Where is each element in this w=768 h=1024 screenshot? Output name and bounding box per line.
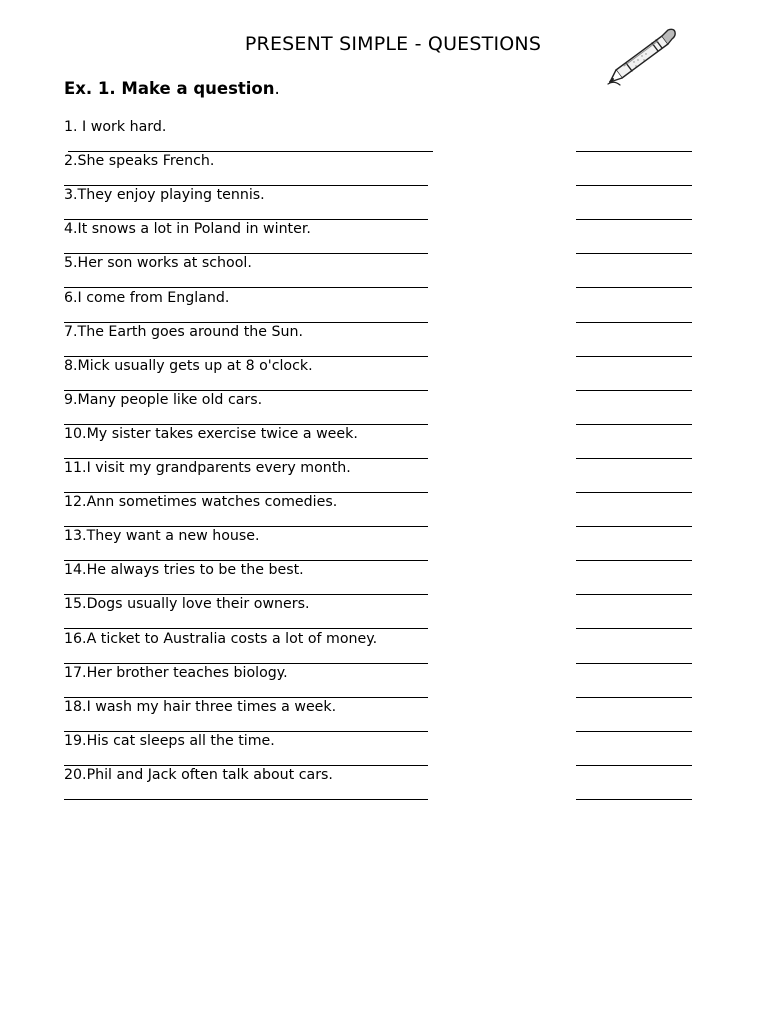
question-sentence: 16.A ticket to Australia costs a lot of money.: [64, 630, 378, 647]
question-sentence: 2.She speaks French.: [64, 153, 215, 170]
question-sentence: 15.Dogs usually love their owners.: [64, 596, 310, 613]
short-answer-line[interactable]: [576, 765, 692, 766]
short-answer-line[interactable]: [576, 219, 692, 220]
question-sentence: 9.Many people like old cars.: [64, 391, 263, 408]
short-answer-line[interactable]: [576, 663, 692, 664]
short-answer-line[interactable]: [576, 151, 692, 152]
answer-line[interactable]: [64, 492, 428, 493]
answer-line[interactable]: [64, 253, 428, 254]
question-sentence: 14.He always tries to be the best.: [64, 562, 304, 579]
answer-line[interactable]: [64, 765, 428, 766]
short-answer-line[interactable]: [576, 390, 692, 391]
short-answer-line[interactable]: [576, 356, 692, 357]
short-answer-line[interactable]: [576, 560, 692, 561]
answer-line[interactable]: [64, 219, 428, 220]
short-answer-line[interactable]: [576, 731, 692, 732]
answer-line[interactable]: [64, 526, 428, 527]
answer-line[interactable]: [64, 628, 428, 629]
question-sentence: 18.I wash my hair three times a week.: [64, 698, 337, 715]
question-sentence: 10.My sister takes exercise twice a week.: [64, 425, 358, 442]
short-answer-line[interactable]: [576, 287, 692, 288]
page-title: PRESENT SIMPLE - QUESTIONS: [244, 33, 542, 55]
pen-icon: [604, 22, 680, 88]
question-sentence: 17.Her brother teaches biology.: [64, 664, 288, 681]
short-answer-line[interactable]: [576, 253, 692, 254]
short-answer-line[interactable]: [576, 628, 692, 629]
question-sentence: 7.The Earth goes around the Sun.: [64, 323, 303, 340]
short-answer-line[interactable]: [576, 799, 692, 800]
exercise-heading: [64, 79, 280, 98]
question-sentence: 4.It snows a lot in Poland in winter.: [64, 221, 311, 238]
question-sentence: 6.I come from England.: [64, 289, 230, 306]
short-answer-line[interactable]: [576, 492, 692, 493]
answer-line[interactable]: [64, 594, 428, 595]
short-answer-line[interactable]: [576, 185, 692, 186]
short-answer-line[interactable]: [576, 458, 692, 459]
answer-line[interactable]: [64, 185, 428, 186]
question-sentence: 20.Phil and Jack often talk about cars.: [64, 766, 333, 783]
short-answer-line[interactable]: [576, 322, 692, 323]
answer-line[interactable]: [64, 287, 428, 288]
short-answer-line[interactable]: [576, 697, 692, 698]
answer-line[interactable]: [64, 458, 428, 459]
answer-line[interactable]: [64, 560, 428, 561]
question-sentence: 12.Ann sometimes watches comedies.: [64, 494, 338, 511]
short-answer-line[interactable]: [576, 424, 692, 425]
exercise-heading-period: .: [274, 79, 280, 98]
answer-line[interactable]: [64, 424, 428, 425]
answer-line[interactable]: [64, 799, 428, 800]
question-sentence: 19.His cat sleeps all the time.: [64, 732, 275, 749]
question-sentence: 5.Her son works at school.: [64, 255, 252, 272]
question-sentence: 13.They want a new house.: [64, 528, 260, 545]
question-sentence: 8.Mick usually gets up at 8 o'clock.: [64, 357, 313, 374]
answer-line[interactable]: [68, 151, 433, 152]
question-sentence: 11.I visit my grandparents every month.: [64, 460, 351, 476]
short-answer-line[interactable]: [576, 526, 692, 527]
question-sentence: 3.They enjoy playing tennis.: [64, 187, 265, 204]
question-sentence: 1. I work hard.: [64, 119, 167, 135]
exercise-heading-bold: Ex. 1. Make a question: [64, 79, 275, 98]
short-answer-line[interactable]: [576, 594, 692, 595]
